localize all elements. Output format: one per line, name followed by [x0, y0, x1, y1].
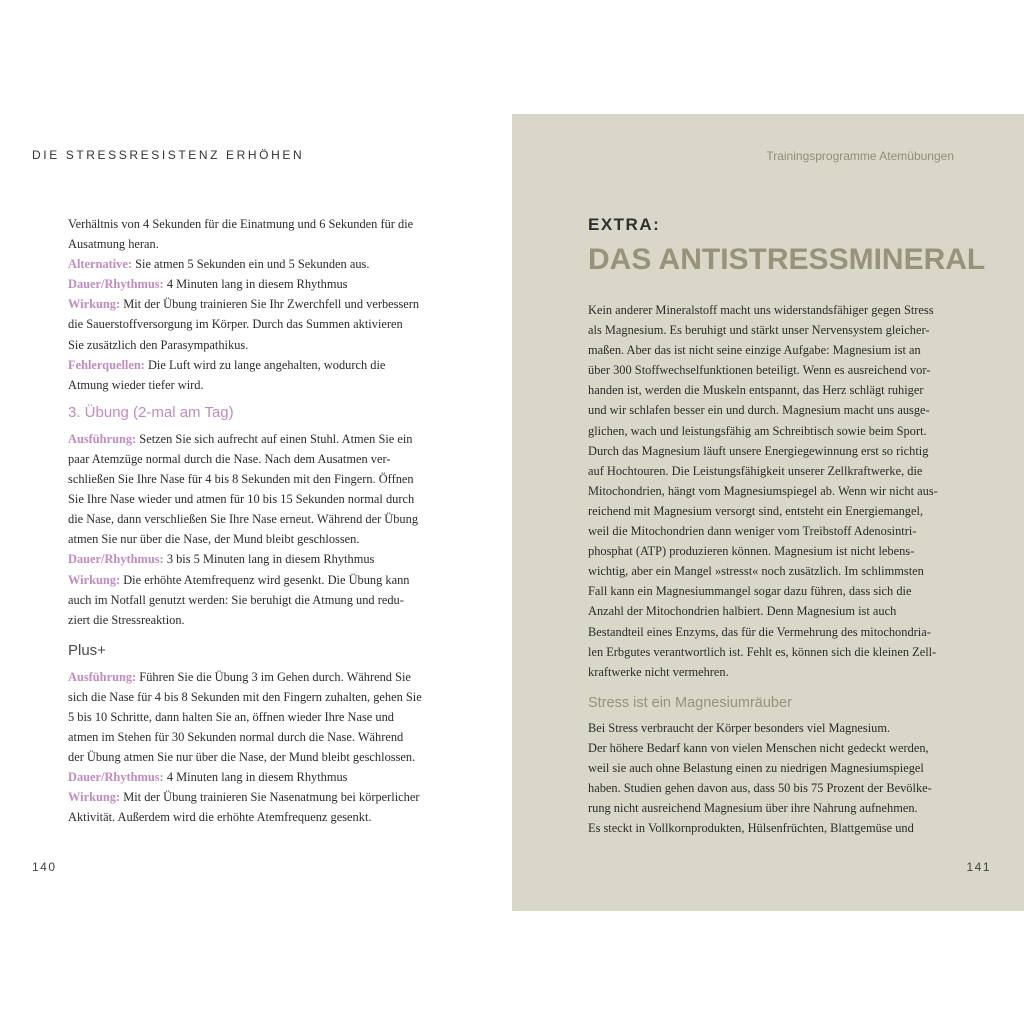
ausfuehrung-cont-line: die Nase, dann verschließen Sie Ihre Nase erneut. Während der Übung	[68, 512, 419, 527]
ausfuehrung-label: Ausführung:	[68, 669, 137, 684]
fehler-label: Fehlerquellen:	[68, 357, 145, 372]
body-line: auf Hochtouren. Die Leistungsfähigkeit unserer Zellkraftwerke, die	[588, 463, 923, 478]
dauer-label: Dauer/Rhythmus:	[68, 277, 164, 292]
fehler-text: Die Luft wird zu lange angehalten, wodurch die	[147, 357, 386, 372]
body-line: Durch das Magnesium läuft unsere Energiegewinnung erst so richtig	[588, 443, 929, 458]
dauer-line	[68, 274, 440, 294]
ausfuehrung-cont-line: Sie Ihre Nase wieder und atmen für 10 bis 15 Sekunden normal durch	[68, 492, 415, 507]
body2-line: Bei Stress verbraucht der Körper besonders viel Magnesium.	[588, 720, 891, 735]
dauer-line	[68, 767, 440, 787]
body-line: handen ist, werden die Muskeln entspannt, das Herz schlägt ruhiger	[588, 383, 924, 398]
right-text-column	[588, 214, 986, 838]
ausfuehrung-cont-line: der Übung atmen Sie nur über die Nase, der Mund bleibt geschlossen.	[68, 750, 416, 765]
dauer-text: 3 bis 5 Minuten lang in diesem Rhythmus	[166, 552, 375, 567]
body-line: über 300 Stoffwechselfunktionen beteiligt. Wenn es ausreichend vor-	[588, 363, 931, 378]
wirkung-label: Wirkung:	[68, 297, 121, 312]
dauer-label: Dauer/Rhythmus:	[68, 552, 164, 567]
body-line: reichend mit Magnesium versorgt sind, entsteht ein Energiemangel,	[588, 503, 924, 518]
ausfuehrung-cont-line: paar Atemzüge normal durch die Nase. Nach dem Ausatmen ver-	[68, 451, 391, 466]
intro-line: Ausatmung heran.	[68, 237, 159, 252]
ausfuehrung-cont-line: 5 bis 10 Schritte, dann halten Sie an, öffnen wieder Ihre Nase und	[68, 709, 394, 724]
ausfuehrung-line	[68, 429, 440, 449]
uebung3-heading: 3. Übung (2-mal am Tag)	[68, 403, 234, 421]
body-line: weil die Mitochondrien dann weniger vom Treibstoff Adenosintri-	[588, 524, 917, 539]
ausfuehrung-line	[68, 667, 440, 687]
subheading: Stress ist ein Magnesiumräuber	[588, 694, 792, 711]
wirkung-cont-line: Aktivität. Außerdem wird die erhöhte Atemfrequenz gesenkt.	[68, 810, 372, 825]
ausfuehrung-cont-line: atmen Sie nur über die Nase, der Mund bleibt geschlossen.	[68, 532, 360, 547]
body-line: len Erbgutes verantwortlich ist. Fehlt es, können sich die kleinen Zell-	[588, 644, 937, 659]
alternative-label: Alternative:	[68, 257, 132, 272]
body-line: Mitochondrien, hängt vom Magnesiumspiegel ab. Wenn wir nicht aus-	[588, 483, 938, 498]
body-line: Anzahl der Mitochondrien halbiert. Denn Magnesium ist auch	[588, 604, 897, 619]
body2-line: Der höhere Bedarf kann von vielen Menschen nicht gedeckt werden,	[588, 740, 929, 755]
wirkung-cont-line: auch im Notfall genutzt werden: Sie beruhigt die Atmung und redu-	[68, 592, 404, 607]
ausfuehrung-cont-line: schließen Sie Ihre Nase für 4 bis 8 Sekunden mit den Fingern. Öffnen	[68, 472, 414, 487]
body-line: wichtig, aber ein Mangel »stresst« noch zusätzlich. Im schlimmsten	[588, 564, 924, 579]
body-line: Fall kann ein Magnesiummangel sogar dazu führen, dass sich die	[588, 584, 912, 599]
wirkung-cont-line: die Sauerstoffversorgung im Körper. Durch das Summen aktivieren	[68, 317, 403, 332]
body-line: Kein anderer Mineralstoff macht uns widerstandsfähiger gegen Stress	[588, 303, 934, 317]
wirkung-line	[68, 294, 440, 314]
body-line: als Magnesium. Es beruhigt und stärkt unser Nervensystem gleicher-	[588, 323, 930, 338]
wirkung-label: Wirkung:	[68, 790, 121, 805]
page-number-right: 141	[966, 860, 991, 874]
running-head-left: DIE STRESSRESISTENZ ERHÖHEN	[32, 148, 305, 162]
left-text-column	[68, 214, 440, 828]
body-line: Bestandteil eines Enzyms, das für die Vermehrung des mitochondria-	[588, 624, 931, 639]
wirkung-text: Mit der Übung trainieren Sie Nasenatmung bei körperlicher	[123, 790, 420, 805]
dauer-line	[68, 549, 440, 569]
ausfuehrung-text: Setzen Sie sich aufrecht auf einen Stuhl. Atmen Sie ein	[139, 431, 413, 446]
alternative-line	[68, 254, 440, 274]
ausfuehrung-cont-line: sich die Nase für 4 bis 8 Sekunden mit den Fingern zuhalten, gehen Sie	[68, 689, 422, 704]
wirkung-cont-line: Sie zusätzlich den Parasympathikus.	[68, 337, 249, 352]
fehler-line	[68, 355, 440, 375]
ausfuehrung-text: Führen Sie die Übung 3 im Gehen durch. Während Sie	[139, 669, 411, 684]
body-line: maßen. Aber das ist nicht seine einzige Aufgabe: Magnesium ist an	[588, 343, 921, 358]
ausfuehrung-cont-line: atmen im Stehen für 30 Sekunden normal durch die Nase. Während	[68, 730, 404, 745]
wirkung-line	[68, 787, 440, 807]
wirkung-label: Wirkung:	[68, 572, 121, 587]
body-line: kraftwerke nicht vermehren.	[588, 664, 729, 679]
body-line: glichen, wach und leistungsfähig am Schreibtisch sowie beim Sport.	[588, 423, 927, 438]
wirkung-text: Die erhöhte Atemfrequenz wird gesenkt. Die Übung kann	[123, 572, 410, 587]
plus-heading: Plus+	[68, 641, 106, 659]
running-head-right: Trainingsprogramme Atemübungen	[766, 149, 954, 163]
body-line: und wir schlafen besser ein und durch. Magnesium macht uns ausge-	[588, 403, 930, 418]
ausfuehrung-label: Ausführung:	[68, 431, 137, 446]
wirkung-text: Mit der Übung trainieren Sie Ihr Zwerchfell und verbessern	[123, 297, 420, 312]
fehler-cont-line: Atmung wieder tiefer wird.	[68, 377, 204, 392]
dauer-label: Dauer/Rhythmus:	[68, 770, 164, 785]
extra-title: DAS ANTISTRESSMINERAL	[588, 243, 986, 276]
body2-line: haben. Studien gehen davon aus, dass 50 bis 75 Prozent der Bevölke-	[588, 781, 932, 796]
dauer-text: 4 Minuten lang in diesem Rhythmus	[166, 277, 348, 292]
alternative-text: Sie atmen 5 Sekunden ein und 5 Sekunden aus.	[135, 257, 370, 272]
dauer-text: 4 Minuten lang in diesem Rhythmus	[166, 770, 348, 785]
wirkung-line	[68, 570, 440, 590]
body2-line: weil sie auch ohne Belastung einen zu niedrigen Magnesiumspiegel	[588, 760, 924, 775]
page-number-left: 140	[32, 860, 57, 874]
extra-kicker: EXTRA:	[588, 215, 661, 234]
body-line: phosphat (ATP) produzieren können. Magnesium ist nicht lebens-	[588, 544, 915, 559]
wirkung-cont-line: ziert die Stressreaktion.	[68, 612, 185, 627]
body2-line: Es steckt in Vollkornprodukten, Hülsenfrüchten, Blattgemüse und	[588, 821, 914, 836]
body2-line: rung nicht ausreichend Magnesium über ihre Nahrung aufnehmen.	[588, 801, 918, 816]
intro-line: Verhältnis von 4 Sekunden für die Einatmung und 6 Sekunden für die	[68, 217, 414, 231]
